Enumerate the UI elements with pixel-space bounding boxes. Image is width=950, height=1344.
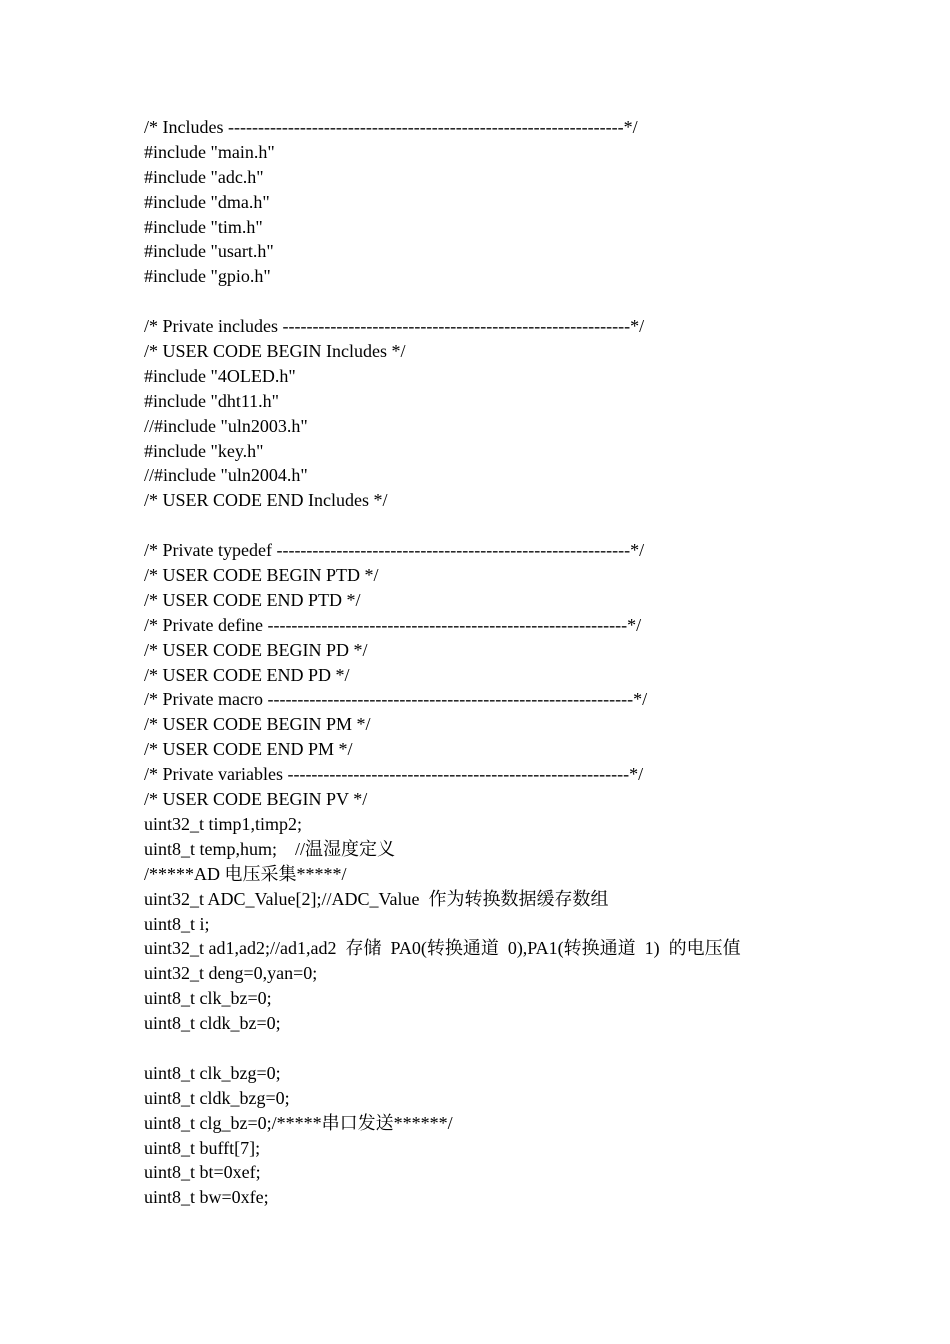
code-line: #include "tim.h" bbox=[144, 216, 263, 237]
code-line: uint8_t bw=0xfe; bbox=[144, 1187, 269, 1208]
code-line: /* USER CODE BEGIN Includes */ bbox=[144, 341, 406, 362]
code-line: #include "dma.h" bbox=[144, 191, 270, 212]
blank-line bbox=[144, 1036, 904, 1061]
code-line: uint32_t deng=0,yan=0; bbox=[144, 963, 318, 984]
blank-line bbox=[144, 513, 904, 538]
code-line: #include "main.h" bbox=[144, 141, 275, 162]
code-line: /* Private define ------------------------------------------------------------*/ bbox=[144, 614, 642, 635]
code-line: /* USER CODE BEGIN PD */ bbox=[144, 639, 368, 660]
code-line: uint32_t timp1,timp2; bbox=[144, 813, 303, 834]
code-line: /* Private includes ----------------------------------------------------------*/ bbox=[144, 316, 645, 337]
code-line: uint8_t cldk_bz=0; bbox=[144, 1013, 281, 1034]
code-line: uint8_t clk_bzg=0; bbox=[144, 1062, 281, 1083]
code-line: uint8_t clk_bz=0; bbox=[144, 988, 272, 1009]
code-line: /* USER CODE BEGIN PTD */ bbox=[144, 565, 379, 586]
code-line: #include "dht11.h" bbox=[144, 390, 280, 411]
code-line: #include "usart.h" bbox=[144, 241, 274, 262]
code-line: /* Includes ------------------------------------------------------------------*/ bbox=[144, 117, 638, 137]
code-line: /*****AD 电压采集*****/ bbox=[144, 863, 347, 884]
code-line: uint32_t ADC_Value[2];//ADC_Value 作为转换数据缓存数组 bbox=[144, 888, 609, 909]
code-line: uint8_t cldk_bzg=0; bbox=[144, 1087, 290, 1108]
code-line: uint8_t bufft[7]; bbox=[144, 1137, 261, 1158]
code-line: /* USER CODE END PD */ bbox=[144, 664, 350, 685]
code-line: uint8_t clg_bz=0;/*****串口发送******/ bbox=[144, 1112, 453, 1133]
code-line: //#include "uln2003.h" bbox=[144, 415, 308, 436]
code-line: /* USER CODE BEGIN PM */ bbox=[144, 714, 371, 735]
code-line: uint32_t ad1,ad2;//ad1,ad2 存储 PA0(转换通道 0),PA1(转换通道 1) 的电压值 bbox=[144, 938, 741, 959]
code-line: #include "adc.h" bbox=[144, 166, 264, 187]
code-line: uint8_t i; bbox=[144, 913, 210, 934]
code-line: /* Private macro -------------------------------------------------------------*/ bbox=[144, 689, 648, 710]
code-line: /* Private typedef -----------------------------------------------------------*/ bbox=[144, 540, 645, 561]
code-line: //#include "uln2004.h" bbox=[144, 465, 308, 486]
code-line: #include "gpio.h" bbox=[144, 266, 271, 287]
code-line: /* USER CODE BEGIN PV */ bbox=[144, 789, 368, 810]
code-line: uint8_t bt=0xef; bbox=[144, 1162, 261, 1183]
code-line: #include "key.h" bbox=[144, 440, 264, 461]
code-line: /* USER CODE END Includes */ bbox=[144, 490, 388, 511]
blank-line bbox=[144, 289, 904, 314]
code-line: /* Private variables ---------------------------------------------------------*/ bbox=[144, 764, 644, 785]
code-listing bbox=[144, 115, 904, 1210]
code-line: uint8_t temp,hum; //温湿度定义 bbox=[144, 838, 395, 859]
code-line: /* USER CODE END PTD */ bbox=[144, 589, 361, 610]
code-line: /* USER CODE END PM */ bbox=[144, 739, 353, 760]
code-line: #include "4OLED.h" bbox=[144, 365, 296, 386]
